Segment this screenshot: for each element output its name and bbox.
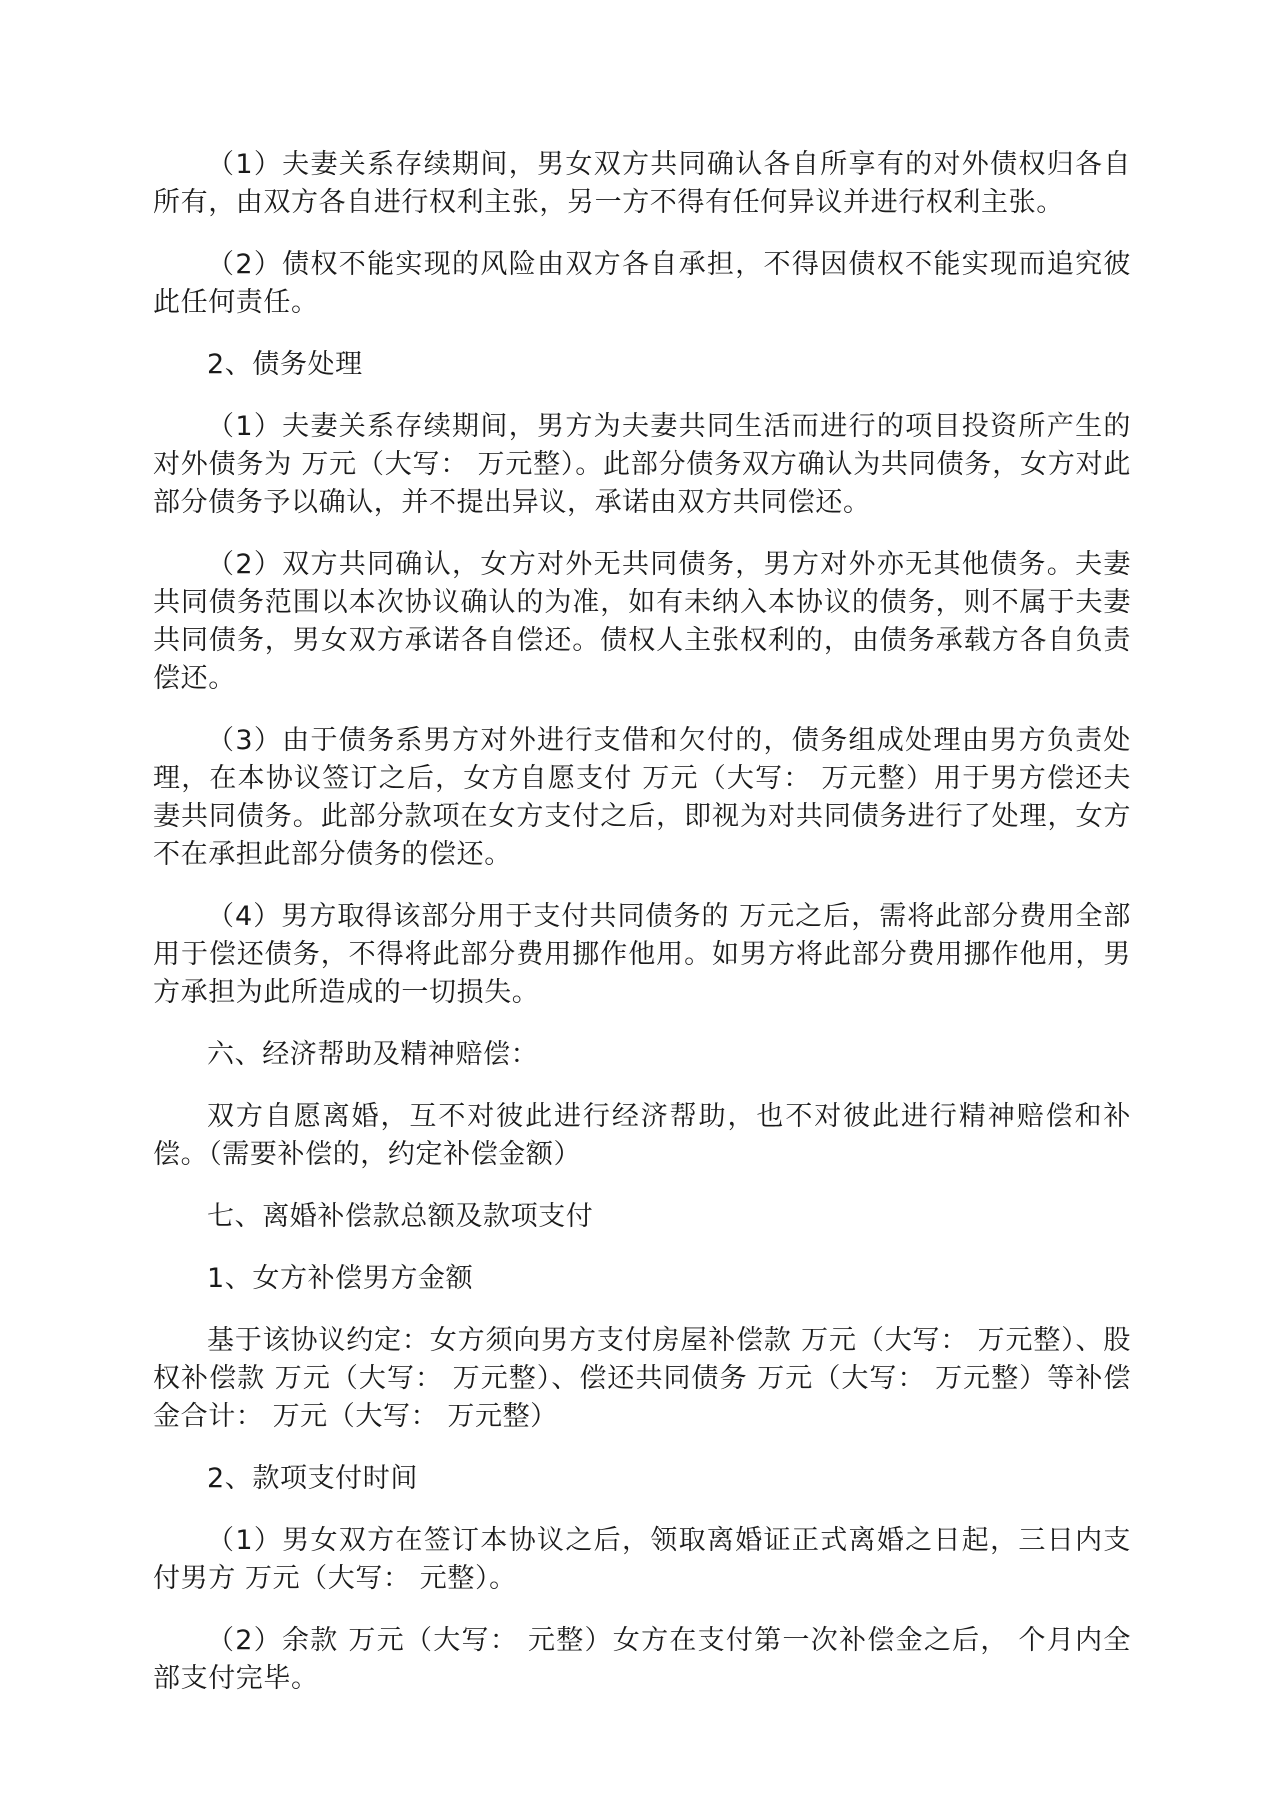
document-body — [153, 146, 1131, 1722]
section-heading: 2、债务处理 — [207, 349, 363, 380]
clause-paragraph: （2）债权不能实现的风险由双方各自承担，不得因债权不能实现而追究彼此任何责任。 — [153, 249, 1131, 318]
clause-paragraph: （1）夫妻关系存续期间，男方为夫妻共同生活而进行的项目投资所产生的对外债务为 万元（大写： 万元整）。此部分债务双方确认为共同债务，女方对此部分债务予以确认，并不提出异议，承诺由双方共同偿还。 — [153, 411, 1131, 518]
clause-paragraph: 基于该协议约定：女方须向男方支付房屋补偿款 万元（大写： 万元整）、股权补偿款 万元（大写： 万元整）、偿还共同债务 万元（大写： 万元整）等补偿金合计： 万元（大写： 万元整） — [153, 1325, 1131, 1432]
clause-paragraph: （3）由于债务系男方对外进行支借和欠付的，债务组成处理由男方负责处理，在本协议签订之后，女方自愿支付 万元（大写： 万元整）用于男方偿还夫妻共同债务。此部分款项在女方支付之后，即视为对共同债务进行了处理，女方不在承担此部分债务的偿还。 — [153, 725, 1131, 870]
section-heading: 2、款项支付时间 — [207, 1463, 418, 1494]
section-heading: 1、女方补偿男方金额 — [207, 1263, 474, 1294]
clause-paragraph: （4）男方取得该部分用于支付共同债务的 万元之后，需将此部分费用全部用于偿还债务，不得将此部分费用挪作他用。如男方将此部分费用挪作他用，男方承担为此所造成的一切损失。 — [153, 901, 1131, 1008]
section-heading: 六、经济帮助及精神赔偿： — [207, 1039, 539, 1070]
clause-paragraph: 双方自愿离婚，互不对彼此进行经济帮助，也不对彼此进行精神赔偿和补偿。（需要补偿的，约定补偿金额） — [153, 1101, 1131, 1170]
clause-paragraph: （1）男女双方在签订本协议之后，领取离婚证正式离婚之日起，三日内支付男方 万元（大写： 元整）。 — [153, 1525, 1131, 1594]
section-heading: 七、离婚补偿款总额及款项支付 — [207, 1201, 594, 1232]
clause-paragraph: （2）余款 万元（大写： 元整）女方在支付第一次补偿金之后， 个月内全部支付完毕。 — [153, 1625, 1131, 1694]
clause-paragraph: （2）双方共同确认，女方对外无共同债务，男方对外亦无其他债务。夫妻共同债务范围以本次协议确认的为准，如有未纳入本协议的债务，则不属于夫妻共同债务，男女双方承诺各自偿还。债权人主张权利的，由债务承载方各自负责偿还。 — [153, 549, 1131, 694]
clause-paragraph: （1）夫妻关系存续期间，男女双方共同确认各自所享有的对外债权归各自所有，由双方各自进行权利主张，另一方不得有任何异议并进行权利主张。 — [153, 149, 1131, 218]
